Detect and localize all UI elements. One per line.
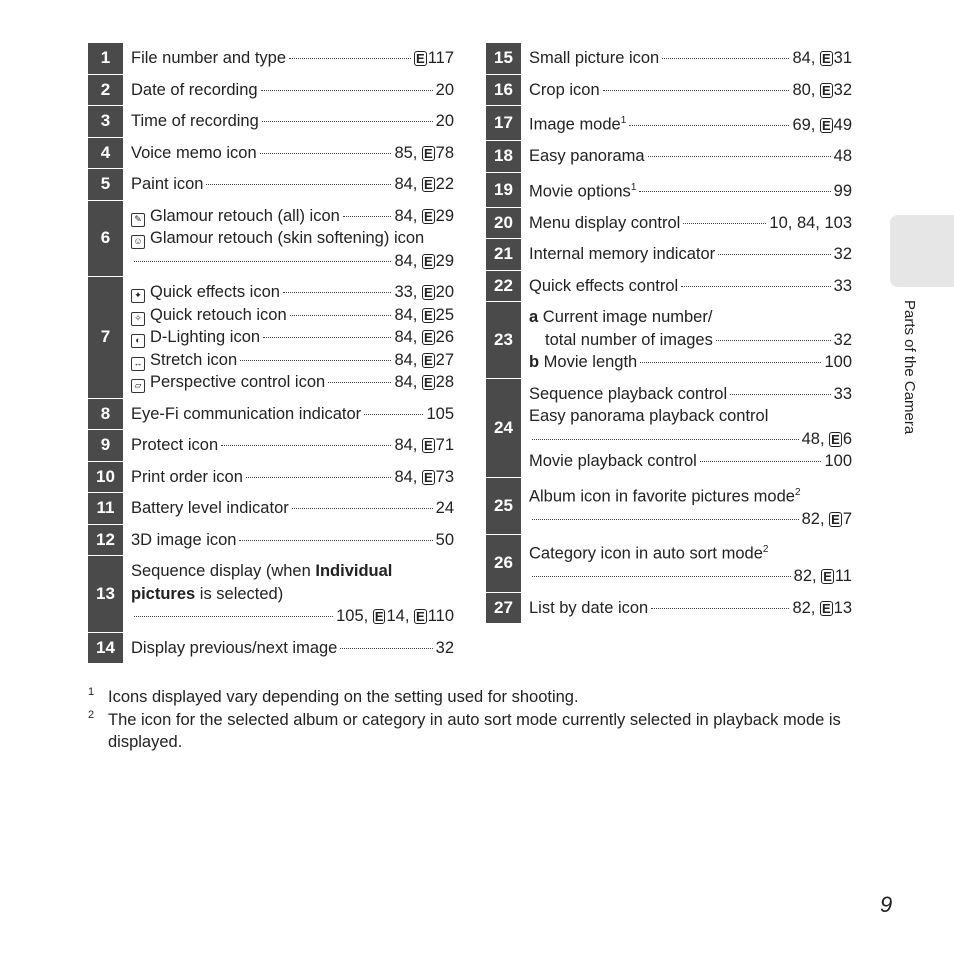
table-row (88, 43, 454, 74)
page-reference: 84, E 27 (394, 350, 454, 369)
entry-text: b Movie length (529, 353, 638, 371)
item-description (131, 633, 454, 664)
item-number: 21 (486, 239, 521, 270)
table-row (486, 592, 852, 624)
e-reference-icon: E (423, 469, 433, 485)
entry-text: ✎ Glamour retouch (all) icon (131, 205, 340, 228)
dot-leader (239, 539, 432, 541)
page-reference: 84, E 29 (394, 251, 454, 270)
page-reference: 48 (833, 147, 852, 165)
item-number: 23 (486, 302, 521, 378)
entry-line (131, 497, 454, 520)
dot-leader (263, 336, 391, 338)
page-reference: 85, E 78 (394, 143, 454, 162)
entry-text: ◐ D-Lighting icon (131, 326, 260, 349)
footnote-marker: 1 (88, 686, 95, 698)
item-number: 13 (88, 556, 123, 632)
table-row (486, 172, 852, 207)
item-number: 14 (88, 633, 123, 664)
item-number: 7 (88, 277, 123, 398)
entry-line (131, 637, 454, 660)
entry-text: Print order icon (131, 467, 243, 486)
footnote-marker: 1 (630, 181, 637, 193)
item-description (529, 239, 852, 270)
entry-line (131, 434, 454, 457)
item-number: 15 (486, 43, 521, 74)
entry-line (131, 142, 454, 165)
dot-leader (292, 507, 433, 509)
footnote-marker: 2 (794, 486, 801, 498)
entry-text: Small picture icon (529, 49, 660, 67)
entry-line (131, 326, 454, 349)
entry-line (529, 508, 852, 531)
footnote-text: The icon for the selected album or category in auto sort mode currently selected in playback mode is displayed. (108, 710, 841, 751)
dot-leader (648, 155, 831, 157)
item-number: 10 (88, 462, 123, 493)
dot-leader (532, 518, 799, 520)
dot-leader (683, 222, 766, 224)
page-reference: 105, E 14, E 110 (336, 607, 454, 625)
section-tab (890, 215, 954, 287)
e-reference-icon: E (821, 600, 831, 616)
dot-leader (651, 607, 789, 609)
table-row (88, 524, 454, 556)
entry-line (529, 597, 852, 620)
entry-line (131, 529, 454, 552)
page-reference: 33, E 20 (394, 283, 454, 301)
item-number: 12 (88, 525, 123, 556)
table-row (88, 105, 454, 137)
item-number: 8 (88, 399, 123, 430)
table-row (88, 429, 454, 461)
entry-line (131, 403, 454, 426)
item-number: 22 (486, 271, 521, 302)
e-reference-icon: E (423, 208, 433, 224)
item-number: 9 (88, 430, 123, 461)
footnote-marker: 2 (88, 708, 95, 721)
table-row (486, 477, 852, 535)
entry-text: Quick effects control (529, 276, 679, 295)
dot-leader (629, 124, 789, 126)
item-number: 4 (88, 138, 123, 169)
e-reference-icon: E (831, 511, 840, 527)
dot-leader (261, 89, 433, 91)
item-description (529, 302, 852, 378)
item-description (131, 201, 454, 277)
entry-text: Battery level indicator (131, 499, 289, 517)
right-column (486, 43, 852, 623)
table-row (88, 555, 454, 632)
entry-line (131, 110, 454, 133)
entry-line (131, 281, 454, 304)
item-description (131, 169, 454, 200)
entry-line (131, 466, 454, 489)
page-reference: 50 (435, 530, 454, 549)
table-row (486, 238, 852, 270)
entry-line (529, 405, 852, 428)
entry-text: a Current image number/ (529, 308, 713, 326)
entry-text: Voice memo icon (131, 143, 257, 162)
dot-leader (240, 359, 391, 361)
item-description (131, 43, 454, 74)
entry-line (131, 560, 454, 583)
table-row (88, 137, 454, 169)
table-row (486, 207, 852, 239)
item-number: 25 (486, 478, 521, 535)
dot-leader (290, 314, 392, 316)
item-description (131, 525, 454, 556)
page-reference: 33 (833, 276, 852, 295)
entry-line (529, 565, 852, 588)
entry-line (529, 275, 852, 298)
glamour-all-icon: ✎ (131, 213, 145, 227)
table-row (486, 74, 852, 106)
item-number: 26 (486, 535, 521, 592)
item-description (529, 478, 852, 535)
entry-line (131, 47, 454, 70)
e-reference-icon: E (823, 569, 832, 584)
page-reference: 32 (833, 245, 852, 263)
e-reference-icon: E (821, 82, 831, 98)
page-reference: 84, E 28 (394, 373, 454, 391)
item-number: 1 (88, 43, 123, 74)
item-description (131, 106, 454, 137)
item-number: 17 (486, 106, 521, 140)
dot-leader (328, 381, 391, 383)
perspective-icon: ▱ (131, 379, 145, 393)
entry-text: ✧ Quick retouch icon (131, 304, 287, 327)
item-number: 19 (486, 173, 521, 207)
page-reference: 84, E 71 (394, 436, 454, 454)
page-reference: 82, E 11 (793, 567, 852, 585)
entry-line (131, 250, 454, 273)
page-reference: 84, E 31 (792, 49, 852, 67)
e-reference-icon: E (416, 609, 425, 624)
entry-line (529, 212, 852, 235)
dot-leader (716, 339, 831, 341)
entry-line (529, 145, 852, 168)
dot-leader (718, 253, 830, 255)
entry-text: Date of recording (131, 80, 258, 99)
entry-bold-label: b (529, 353, 540, 371)
page-reference: 100 (824, 452, 852, 470)
entry-text: ▱ Perspective control icon (131, 371, 325, 394)
table-row (88, 276, 454, 398)
entry-text: Protect icon (131, 436, 219, 454)
table-row (486, 140, 852, 172)
item-number: 5 (88, 169, 123, 200)
entry-text: Time of recording (131, 112, 259, 130)
e-reference-icon: E (423, 330, 433, 345)
page-reference: 84, E 29 (394, 206, 454, 225)
item-number: 24 (486, 379, 521, 477)
page-reference: E 117 (416, 49, 454, 67)
dot-leader (206, 183, 391, 185)
entry-line (529, 450, 852, 473)
page-reference: 48, E 6 (801, 429, 852, 448)
footnote-marker: 2 (762, 544, 769, 555)
item-description (529, 593, 852, 624)
entry-line (529, 110, 852, 136)
entry-text: File number and type (131, 49, 287, 67)
item-description (131, 75, 454, 106)
entry-text: Sequence display (when Individual (131, 562, 393, 580)
entry-line (529, 351, 852, 374)
entry-text: Paint icon (131, 175, 204, 193)
entry-line (529, 79, 852, 102)
entry-line (529, 482, 852, 508)
item-description (131, 138, 454, 169)
dot-leader (343, 215, 392, 217)
item-description (529, 173, 852, 207)
dot-leader (532, 575, 791, 577)
item-description (529, 535, 852, 592)
table-row (486, 378, 852, 477)
entry-text: Menu display control (529, 213, 681, 232)
table-row (486, 534, 852, 592)
dot-leader (662, 57, 789, 59)
dot-leader (289, 57, 411, 59)
table-row (486, 43, 852, 74)
footnote (88, 686, 848, 709)
page-reference: 100 (824, 353, 852, 371)
entry-text: Category icon in auto sort mode$^2$ (529, 544, 769, 563)
e-reference-icon: E (423, 177, 433, 192)
dot-leader (221, 444, 391, 446)
entry-line (529, 243, 852, 266)
entry-line (131, 349, 454, 372)
entry-text: Display previous/next image (131, 638, 338, 657)
page-reference: 20 (435, 112, 454, 130)
e-reference-icon: E (423, 352, 433, 368)
page-reference: 24 (435, 499, 454, 517)
e-reference-icon: E (423, 285, 433, 300)
e-reference-icon: E (821, 117, 831, 133)
page-reference: 84, E 73 (394, 467, 454, 486)
item-description (131, 556, 454, 632)
e-reference-icon: E (831, 431, 840, 447)
item-description (529, 379, 852, 477)
entry-line (529, 47, 852, 70)
page-reference: 84, E 22 (394, 175, 454, 193)
dot-leader (603, 89, 790, 91)
entry-line (529, 539, 852, 565)
dot-leader (283, 291, 392, 293)
section-label: Parts of the Camera (901, 300, 918, 435)
entry-text: Image mode$^1$ (529, 115, 627, 134)
page-reference: 69, E 49 (792, 115, 852, 134)
dot-leader (640, 361, 821, 363)
entry-line (131, 173, 454, 196)
table-row (88, 200, 454, 277)
e-reference-icon: E (374, 609, 384, 624)
table-row (88, 168, 454, 200)
entry-line (529, 428, 852, 451)
page-reference: 32 (833, 330, 852, 349)
footnote (88, 709, 848, 754)
table-row (486, 270, 852, 302)
item-number: 6 (88, 201, 123, 277)
dot-leader (262, 120, 433, 122)
table-row (88, 492, 454, 524)
table-row (486, 301, 852, 378)
e-reference-icon: E (821, 51, 831, 66)
e-reference-icon: E (423, 307, 433, 323)
dot-leader (730, 393, 831, 395)
page-number: 9 (880, 892, 893, 917)
left-column (88, 43, 454, 663)
page-reference: 99 (833, 182, 852, 200)
dot-leader (364, 413, 423, 415)
entry-text: Easy panorama playback control (529, 407, 769, 425)
entry-text: pictures is selected) (131, 584, 284, 603)
item-description (131, 462, 454, 493)
dot-leader (532, 438, 799, 440)
page-reference: 10, 84, 103 (769, 213, 852, 232)
dot-leader (681, 285, 830, 287)
entry-text: Movie playback control (529, 452, 697, 470)
item-number: 27 (486, 593, 521, 624)
e-reference-icon: E (423, 375, 433, 390)
entry-text: Easy panorama (529, 147, 645, 165)
page-reference: 80, E 32 (792, 80, 852, 99)
table-row (486, 105, 852, 140)
item-description (529, 141, 852, 172)
entry-line (529, 383, 852, 406)
entry-text: Eye-Fi communication indicator (131, 404, 362, 423)
item-description (529, 43, 852, 74)
quick-effects-icon: ✦ (131, 289, 145, 303)
entry-bold-label: a (529, 308, 539, 326)
entry-line (131, 583, 454, 606)
glamour-skin-icon: ☺ (131, 235, 145, 249)
entry-line (529, 329, 852, 352)
entry-text: Movie options$^1$ (529, 181, 637, 200)
table-row (88, 398, 454, 430)
e-reference-icon: E (423, 253, 433, 269)
stretch-icon: ↔ (131, 357, 145, 371)
item-number: 11 (88, 493, 123, 524)
item-description (529, 106, 852, 140)
dot-leader (340, 647, 432, 649)
item-description (131, 399, 454, 430)
entry-line (131, 79, 454, 102)
item-description (131, 430, 454, 461)
entry-text: ↔ Stretch icon (131, 349, 237, 372)
page-reference: 105 (426, 404, 454, 423)
dot-leader (639, 190, 830, 192)
dot-leader (700, 460, 822, 462)
page-reference: 20 (435, 80, 454, 99)
item-number: 16 (486, 75, 521, 106)
entry-text: 3D image icon (131, 530, 237, 549)
entry-line (131, 205, 454, 228)
item-description (131, 493, 454, 524)
dot-leader (246, 476, 392, 478)
dot-leader (134, 615, 333, 617)
table-row (88, 74, 454, 106)
item-description (529, 75, 852, 106)
table-row (88, 632, 454, 664)
page-reference: 82, E 7 (801, 509, 852, 528)
item-number: 18 (486, 141, 521, 172)
e-reference-icon: E (416, 51, 425, 66)
item-description (529, 208, 852, 239)
entry-text: Internal memory indicator (529, 245, 716, 263)
d-lighting-icon: ◐ (131, 334, 145, 348)
e-reference-icon: E (423, 145, 433, 161)
entry-bold-label: Individual (315, 562, 393, 580)
page-reference: 33 (833, 384, 852, 403)
entry-line (529, 306, 852, 329)
entry-line (131, 371, 454, 394)
page-reference: 32 (435, 638, 454, 657)
page-reference: 84, E 26 (394, 328, 454, 346)
dot-leader (260, 152, 392, 154)
entry-text: Crop icon (529, 80, 600, 99)
entry-line (529, 177, 852, 203)
item-number: 2 (88, 75, 123, 106)
entry-bold-label: pictures (131, 584, 196, 603)
footnote-marker: 1 (620, 115, 627, 126)
entry-text: ✦ Quick effects icon (131, 281, 280, 304)
page-reference: 82, E 13 (792, 598, 852, 617)
entry-text: ☺ Glamour retouch (skin softening) icon (131, 227, 424, 250)
item-description (131, 277, 454, 398)
entry-text: Sequence playback control (529, 384, 728, 403)
item-description (529, 271, 852, 302)
entry-line (131, 605, 454, 628)
item-number: 3 (88, 106, 123, 137)
footnote-text: Icons displayed vary depending on the setting used for shooting. (108, 688, 579, 706)
dot-leader (134, 260, 391, 262)
entry-line (131, 227, 454, 250)
table-row (88, 461, 454, 493)
footnotes (88, 686, 848, 754)
entry-text: total number of images (545, 330, 713, 349)
entry-line (131, 304, 454, 327)
page-reference: 84, E 25 (394, 305, 454, 324)
entry-text: Album icon in favorite pictures mode$^2$ (529, 486, 801, 505)
quick-retouch-icon: ✧ (131, 312, 145, 326)
entry-text: List by date icon (529, 598, 649, 617)
item-number: 20 (486, 208, 521, 239)
e-reference-icon: E (423, 438, 433, 453)
